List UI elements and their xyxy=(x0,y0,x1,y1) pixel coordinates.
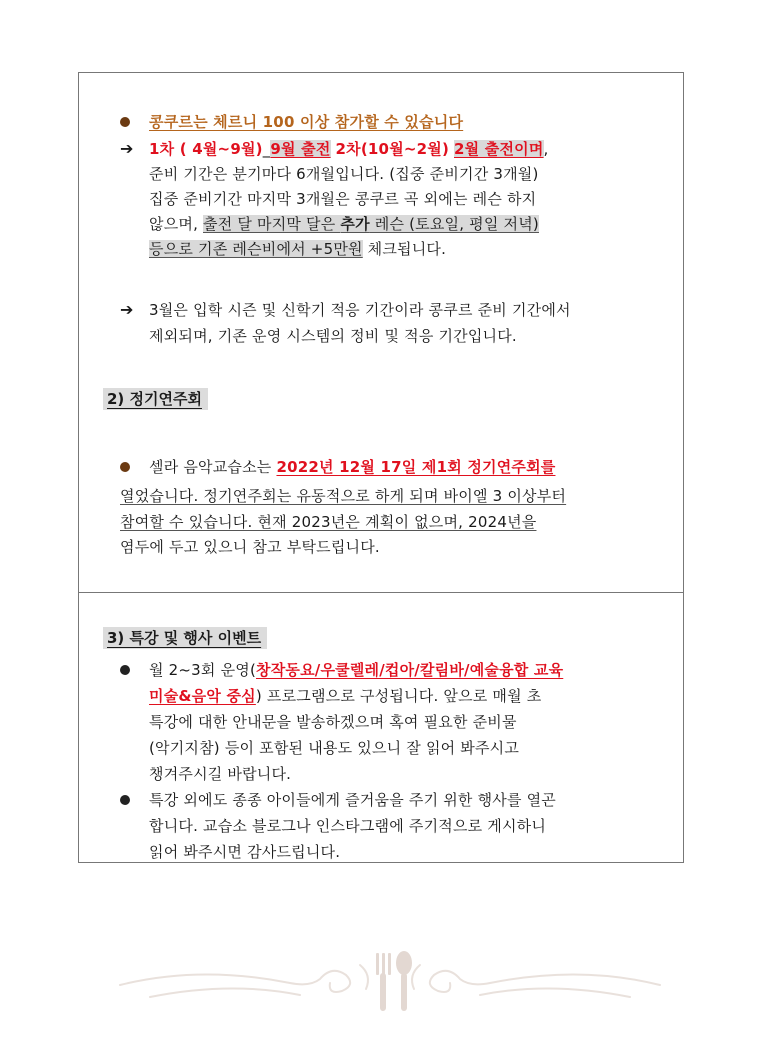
bullet-dot-icon xyxy=(120,665,130,675)
arrow-right-icon: ➔ xyxy=(120,300,134,319)
section-heading-regular-concert: 2) 정기연주회 xyxy=(103,388,208,410)
special-class-line2: 미술&음악 중심) 프로그램으로 구성됩니다. 앞으로 매월 초 xyxy=(149,687,542,705)
arrow-right-icon: ➔ xyxy=(120,139,134,158)
special-class-line5: 챙겨주시길 바랍니다. xyxy=(149,765,292,783)
special-class-line4: (악기지참) 등이 포함된 내용도 있으니 잘 읽어 봐주시고 xyxy=(149,739,520,757)
competition-schedule-line5: 등으로 기존 레슨비에서 +5만원 체크됩니다. xyxy=(149,240,447,258)
events-line1: 특강 외에도 종종 아이들에게 즐거움을 주기 위한 행사를 열곤 xyxy=(149,791,556,809)
competition-schedule-line3: 집중 준비기간 마지막 3개월은 콩쿠르 곡 외에는 레슨 하지 xyxy=(149,190,537,208)
concert-info-line3: 참여할 수 있습니다. 현재 2023년은 계획이 없으며, 2024년을 xyxy=(120,513,537,531)
bullet-dot-icon xyxy=(120,462,130,472)
concert-info-line2: 열었습니다. 정기연주회는 유동적으로 하게 되며 바이엘 3 이상부터 xyxy=(120,487,567,505)
special-class-line1: 월 2~3회 운영(창작동요/우쿨렐레/컵아/칼림바/예술융합 교육 xyxy=(149,661,564,679)
bullet-dot-icon xyxy=(120,795,130,805)
section-heading-special-events: 3) 특강 및 행사 이벤트 xyxy=(103,627,267,649)
concert-info-line1: 셀라 음악교습소는 2022년 12월 17일 제1회 정기연주회를 xyxy=(149,458,556,476)
march-exclusion-line1: 3월은 입학 시즌 및 신학기 적응 기간이라 콩쿠르 준비 기간에서 xyxy=(149,301,571,319)
bullet-dot-icon xyxy=(120,117,130,127)
competition-schedule-line1: 1차 ( 4월~9월)_9월 출전 2차(10월~2월) 2월 출전이며, xyxy=(149,140,549,158)
competition-schedule-line2: 준비 기간은 분기마다 6개월입니다. (집중 준비기간 3개월) xyxy=(149,165,539,183)
events-line3: 읽어 봐주시면 감사드립니다. xyxy=(149,843,341,861)
march-exclusion-line2: 제외되며, 기존 운영 시스템의 정비 및 적응 기간입니다. xyxy=(149,327,517,345)
competition-eligibility-title: 콩쿠르는 체르니 100 이상 참가할 수 있습니다 xyxy=(149,113,464,131)
competition-schedule-line4: 않으며, 출전 달 마지막 달은 추가 레슨 (토요일, 평일 저녁) xyxy=(149,215,539,233)
special-class-line3: 특강에 대한 안내문을 발송하겠으며 혹여 필요한 준비물 xyxy=(149,713,517,731)
events-line2: 합니다. 교습소 블로그나 인스타그램에 주기적으로 게시하니 xyxy=(149,817,547,835)
fork-spoon-ornament-icon xyxy=(110,945,670,1015)
concert-info-line4: 염두에 두고 있으니 참고 부탁드립니다. xyxy=(120,538,380,556)
